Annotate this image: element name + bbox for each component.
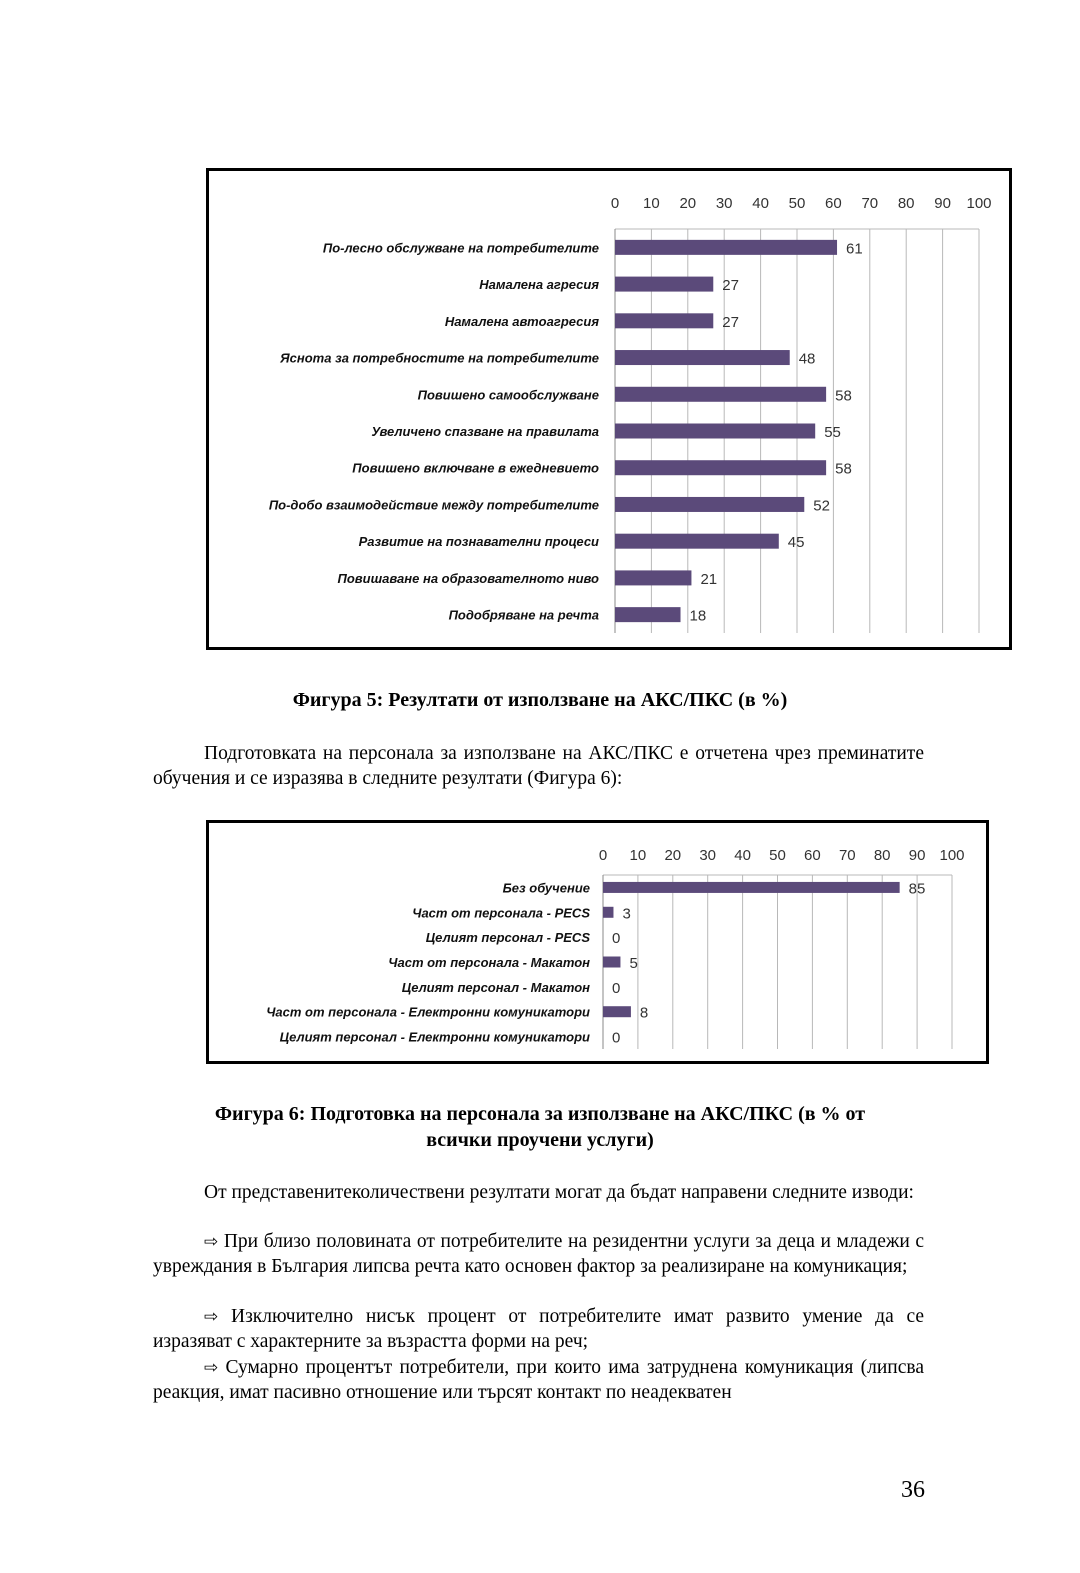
category-label: Намалена агресия <box>479 277 599 293</box>
data-label: 18 <box>689 607 707 625</box>
data-label: 48 <box>798 350 816 368</box>
bullet-item-2 <box>153 1305 924 1354</box>
data-label: 0 <box>612 1029 621 1047</box>
right-arrow-icon: ⇨ <box>204 1232 219 1252</box>
x-tick-label: 50 <box>788 195 806 212</box>
bullet-text-3: Сумарно процентът потребители, при които има затруднена комуникация (липсва реакция, имат пасивно отношение или търсят контакт по неадекватен <box>153 1357 924 1403</box>
data-label: 0 <box>612 930 621 948</box>
category-label: Без обучение <box>502 880 590 896</box>
figure-6-chart <box>206 820 989 1064</box>
x-tick-label: 50 <box>769 847 786 864</box>
bullet-item-1 <box>153 1230 924 1279</box>
category-label: Повишаване на образователното ниво <box>337 570 599 586</box>
x-tick-label: 90 <box>934 195 951 212</box>
data-label: 0 <box>612 979 621 997</box>
figure-6-caption <box>150 1101 930 1153</box>
bar <box>615 313 713 328</box>
data-label: 58 <box>835 460 852 478</box>
x-tick-label: 100 <box>966 195 992 212</box>
x-tick-label: 70 <box>838 847 856 864</box>
bar <box>615 570 691 585</box>
paragraph-staff-preparation: Подготовката на персонала за използване на АКС/ПКС е отчетена чрез преминатите обучения и се изразява в следните резултати (Фигура 6): <box>153 743 924 789</box>
x-tick-label: 10 <box>643 195 660 212</box>
bar <box>615 460 826 475</box>
bar <box>615 607 681 622</box>
data-label: 52 <box>813 497 830 515</box>
category-label: Повишено самообслужване <box>417 387 599 403</box>
category-label: Увеличено спазване на правилата <box>371 424 599 439</box>
category-label: Повишено включване в ежедневието <box>352 460 599 476</box>
figure-5-chart-svg <box>209 171 1009 647</box>
data-label: 55 <box>824 424 841 441</box>
x-tick-label: 70 <box>861 195 879 212</box>
data-label: 45 <box>787 534 805 552</box>
right-arrow-icon: ⇨ <box>204 1358 219 1378</box>
bar <box>615 240 837 255</box>
category-label: По-добо взаимодействие между потребителите <box>268 497 599 513</box>
x-tick-label: 90 <box>908 847 926 864</box>
x-tick-label: 10 <box>629 847 647 864</box>
bar <box>615 534 779 549</box>
figure-5-caption: Фигура 5: Резултати от използване на АКС/ПКС (в %) <box>292 689 788 711</box>
x-tick-label: 100 <box>939 847 965 864</box>
bar <box>603 882 900 893</box>
bar <box>603 957 620 968</box>
category-label: Част от персонала - PECS <box>412 905 590 921</box>
x-tick-label: 40 <box>734 847 751 864</box>
bar <box>603 907 613 918</box>
figure-6-caption-line-2: всички проучени услуги) <box>426 1129 654 1151</box>
category-label: Целият персонал - Електронни комуникатори <box>279 1029 590 1045</box>
bar <box>615 277 713 292</box>
category-label: Част от персонала - Електронни комуникатори <box>266 1004 590 1020</box>
data-label: 3 <box>622 905 631 923</box>
x-tick-label: 60 <box>804 847 821 864</box>
bar <box>615 497 804 512</box>
bullet-text-1: При близо половината от потребителите на резидентни услуги за деца и младежи с увреждания в България липсва речта като основен фактор за реализиране на комуникация; <box>153 1231 925 1277</box>
bullet-text-2: Изключително нисък процент от потребителите имат развито умение да се изразяват с характерните за възрастта форми на реч; <box>153 1306 925 1352</box>
category-label: Намалена автоагресия <box>444 313 599 329</box>
data-label: 5 <box>629 955 638 972</box>
data-label: 8 <box>639 1004 649 1022</box>
category-label: По-лесно обслужване на потребителите <box>322 240 599 256</box>
data-label: 27 <box>722 313 739 331</box>
category-label: Целият персонал - PECS <box>425 930 590 946</box>
x-tick-label: 80 <box>897 195 915 212</box>
x-tick-label: 40 <box>752 195 769 212</box>
figure-5-chart <box>206 168 1012 650</box>
figure-6-chart-svg <box>209 823 986 1061</box>
bar <box>615 387 826 402</box>
x-tick-label: 80 <box>873 847 891 864</box>
category-label: Част от персонала - Макатон <box>388 955 590 970</box>
paragraph-conclusions-intro: От представенитеколичествени резултати могат да бъдат направени следните изводи: <box>204 1182 914 1203</box>
category-label: Развитие на познавателни процеси <box>358 534 599 550</box>
x-tick-label: 20 <box>664 847 682 864</box>
x-tick-label: 0 <box>610 195 620 212</box>
right-arrow-icon: ⇨ <box>204 1307 219 1327</box>
x-tick-label: 20 <box>679 195 697 212</box>
bullet-item-3 <box>153 1356 924 1405</box>
category-label: Яснота за потребностите на потребителите <box>280 350 599 366</box>
x-tick-label: 30 <box>699 847 717 864</box>
data-label: 58 <box>835 387 852 405</box>
x-tick-label: 60 <box>825 195 842 212</box>
bar <box>615 350 790 365</box>
bar <box>615 424 815 439</box>
data-label: 21 <box>700 570 718 588</box>
category-label: Подобряване на речта <box>448 607 599 623</box>
x-tick-label: 30 <box>715 195 733 212</box>
data-label: 27 <box>722 277 739 295</box>
data-label: 85 <box>908 880 926 898</box>
bar <box>603 1006 631 1017</box>
figure-6-caption-line-1: Фигура 6: Подготовка на персонала за използване на АКС/ПКС (в % от <box>214 1103 866 1125</box>
category-label: Целият персонал - Макатон <box>401 979 590 995</box>
page-number: 36 <box>901 1477 925 1503</box>
data-label: 61 <box>846 240 863 258</box>
x-tick-label: 0 <box>598 847 608 864</box>
